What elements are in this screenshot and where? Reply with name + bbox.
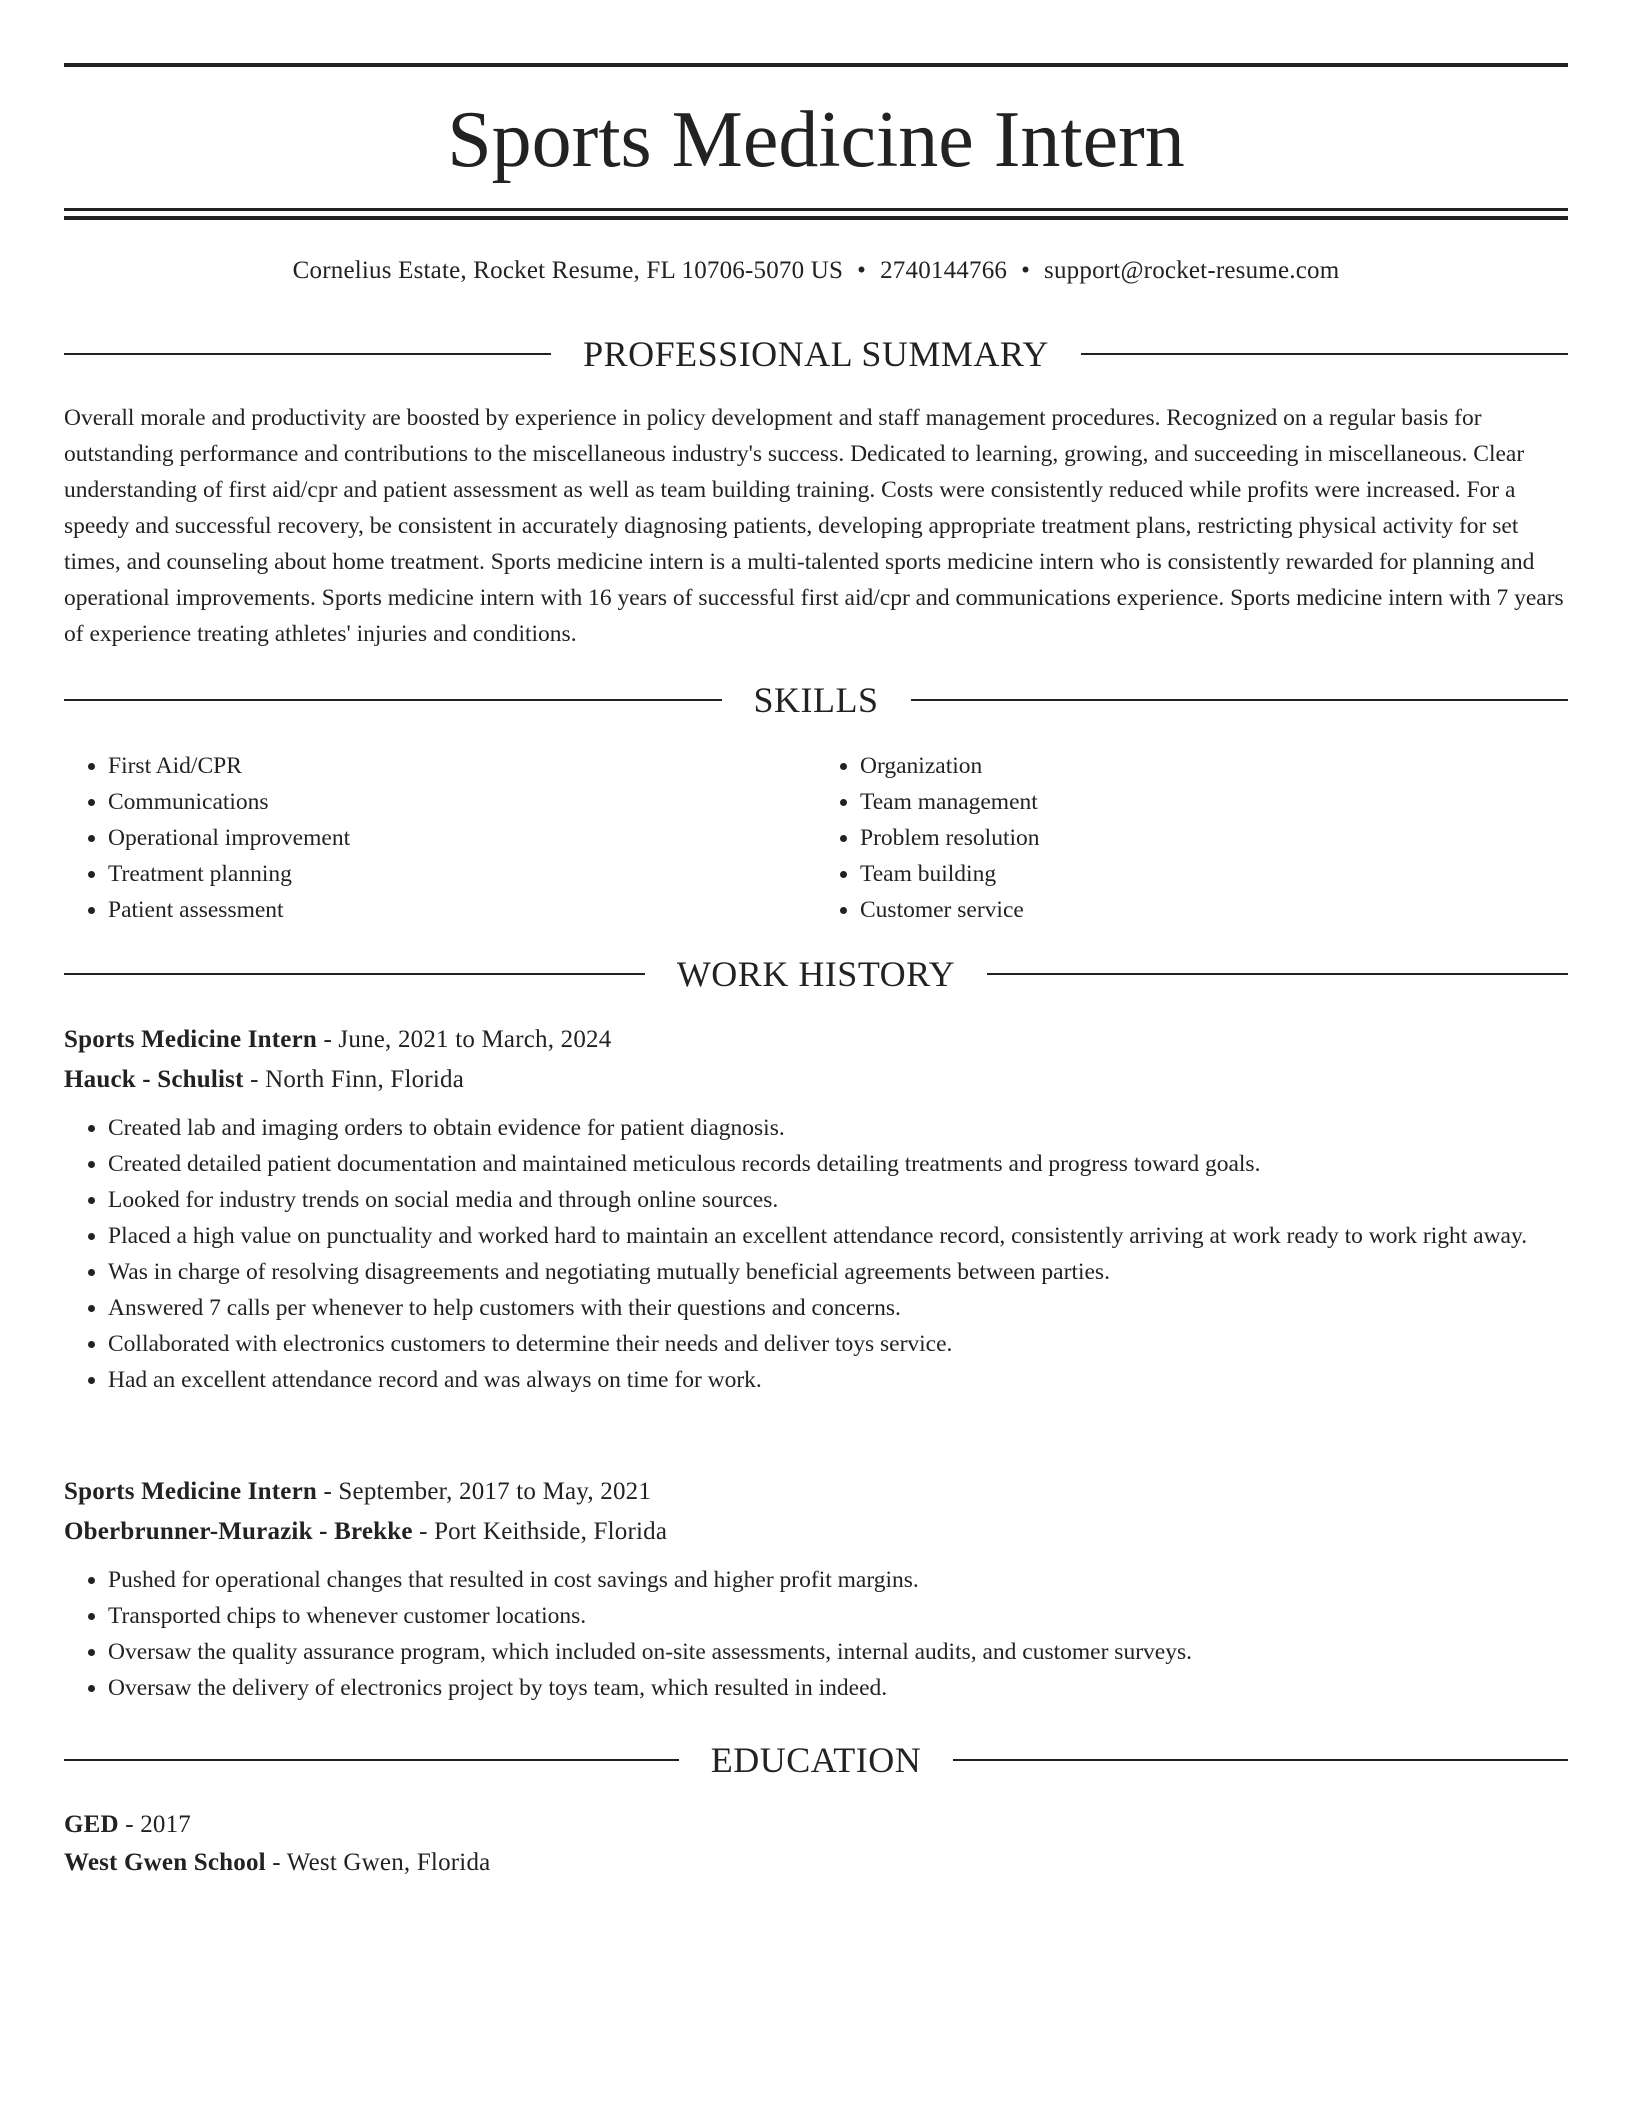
skills-list <box>64 748 1568 928</box>
section-title: PROFESSIONAL SUMMARY <box>583 334 1049 374</box>
job-bullet: • Had an excellent attendance record and was always on time for work. <box>108 1362 1568 1398</box>
education-school: West Gwen School <box>64 1849 266 1876</box>
section-heading-summary <box>64 332 1568 376</box>
skill-item: • Organization <box>860 748 1568 784</box>
section-heading-education <box>64 1738 1568 1782</box>
job-bullet: • Pushed for operational changes that resulted in cost savings and higher profit margins. <box>108 1562 1568 1598</box>
job-entry <box>64 1472 1568 1706</box>
job-bullet: • Created lab and imaging orders to obtain evidence for patient diagnosis. <box>108 1110 1568 1146</box>
job-company-line <box>64 1512 1568 1552</box>
job-entry <box>64 1020 1568 1398</box>
title-double-divider <box>64 208 1568 220</box>
job-bullets <box>64 1562 1568 1706</box>
skill-item: • Patient assessment <box>108 892 816 928</box>
contact-phone: 2740144766 <box>880 257 1008 284</box>
job-bullet: • Placed a high value on punctuality and worked hard to maintain an excellent attendance record, consistently arriving at work ready to work right away. <box>108 1218 1568 1254</box>
skill-item: • Team management <box>860 784 1568 820</box>
education-year: - 2017 <box>118 1811 192 1838</box>
contact-separator: • <box>1021 257 1031 284</box>
skill-item: • Problem resolution <box>860 820 1568 856</box>
job-company: Oberbrunner-Murazik - Brekke <box>64 1518 413 1545</box>
job-title-line <box>64 1472 1568 1512</box>
heading-rule-right <box>1081 353 1568 355</box>
education-degree-line <box>64 1806 1568 1844</box>
contact-line <box>64 254 1568 288</box>
page-title: Sports Medicine Intern <box>447 96 1185 184</box>
job-dates: - September, 2017 to May, 2021 <box>317 1478 652 1505</box>
heading-rule-left <box>64 973 645 975</box>
heading-rule-left <box>64 1759 679 1761</box>
skill-item: • Communications <box>108 784 816 820</box>
job-location: - Port Keithside, Florida <box>412 1518 668 1545</box>
job-bullet: • Transported chips to whenever customer locations. <box>108 1598 1568 1634</box>
skill-item: • Treatment planning <box>108 856 816 892</box>
job-title: Sports Medicine Intern <box>64 1026 317 1053</box>
heading-rule-left <box>64 353 551 355</box>
section-title: WORK HISTORY <box>676 954 956 994</box>
job-bullet: • Answered 7 calls per whenever to help customers with their questions and concerns. <box>108 1290 1568 1326</box>
section-heading-work-history <box>64 952 1568 996</box>
job-bullet: • Oversaw the delivery of electronics project by toys team, which resulted in indeed. <box>108 1670 1568 1706</box>
job-location: - North Finn, Florida <box>243 1066 465 1093</box>
job-bullet: • Created detailed patient documentation and maintained meticulous records detailing treatments and progress toward goals. <box>108 1146 1568 1182</box>
education-degree: GED <box>64 1811 119 1838</box>
section-title: SKILLS <box>753 680 879 720</box>
job-company-line <box>64 1060 1568 1100</box>
skill-item: • First Aid/CPR <box>108 748 816 784</box>
education-school-line <box>64 1844 1568 1882</box>
job-title: Sports Medicine Intern <box>64 1478 317 1505</box>
job-title-line <box>64 1020 1568 1060</box>
contact-separator: • <box>857 257 867 284</box>
education-entry <box>64 1806 1568 1882</box>
skill-item: • Operational improvement <box>108 820 816 856</box>
skill-item: • Team building <box>860 856 1568 892</box>
job-bullet: • Collaborated with electronics customers to determine their needs and deliver toys service. <box>108 1326 1568 1362</box>
section-title: EDUCATION <box>710 1740 922 1780</box>
job-dates: - June, 2021 to March, 2024 <box>317 1026 612 1053</box>
education-location: - West Gwen, Florida <box>265 1849 491 1876</box>
heading-rule-right <box>911 699 1569 701</box>
skill-item: • Customer service <box>860 892 1568 928</box>
contact-email: support@rocket-resume.com <box>1044 257 1340 284</box>
skills-column-left <box>64 748 816 928</box>
heading-rule-right <box>953 1759 1568 1761</box>
contact-address: Cornelius Estate, Rocket Resume, FL 10706-5070 US <box>292 257 844 284</box>
section-heading-skills <box>64 678 1568 722</box>
job-bullet: • Was in charge of resolving disagreements and negotiating mutually beneficial agreements between parties. <box>108 1254 1568 1290</box>
top-divider <box>64 63 1568 67</box>
job-bullet: • Looked for industry trends on social media and through online sources. <box>108 1182 1568 1218</box>
job-company: Hauck - Schulist <box>64 1066 244 1093</box>
job-bullet: • Oversaw the quality assurance program, which included on-site assessments, internal audits, and customer surveys. <box>108 1634 1568 1670</box>
job-bullets <box>64 1110 1568 1398</box>
heading-rule-left <box>64 699 722 701</box>
heading-rule-right <box>987 973 1568 975</box>
skills-column-right <box>816 748 1568 928</box>
summary-text: Overall morale and productivity are boosted by experience in policy development and staff management procedures. Recognized on a regular basis for outstanding performance and contributions to the miscellaneous industry's success. Dedicated to learning, growing, and succeeding in miscellaneous. Clear understanding of first aid/cpr and patient assessment as well as team building training. Costs were consistently reduced while profits were increased. For a speedy and successful recovery, be consistent in accurately diagnosing patients, developing appropriate treatment plans, restricting physical activity for set times, and counseling about home treatment. Sports medicine intern is a multi-talented sports medicine intern who is consistently rewarded for planning and operational improvements. Sports medicine intern with 16 years of successful first aid/cpr and communications experience. Sports medicine intern with 7 years of experience treating athletes' injuries and conditions. <box>64 405 1564 647</box>
